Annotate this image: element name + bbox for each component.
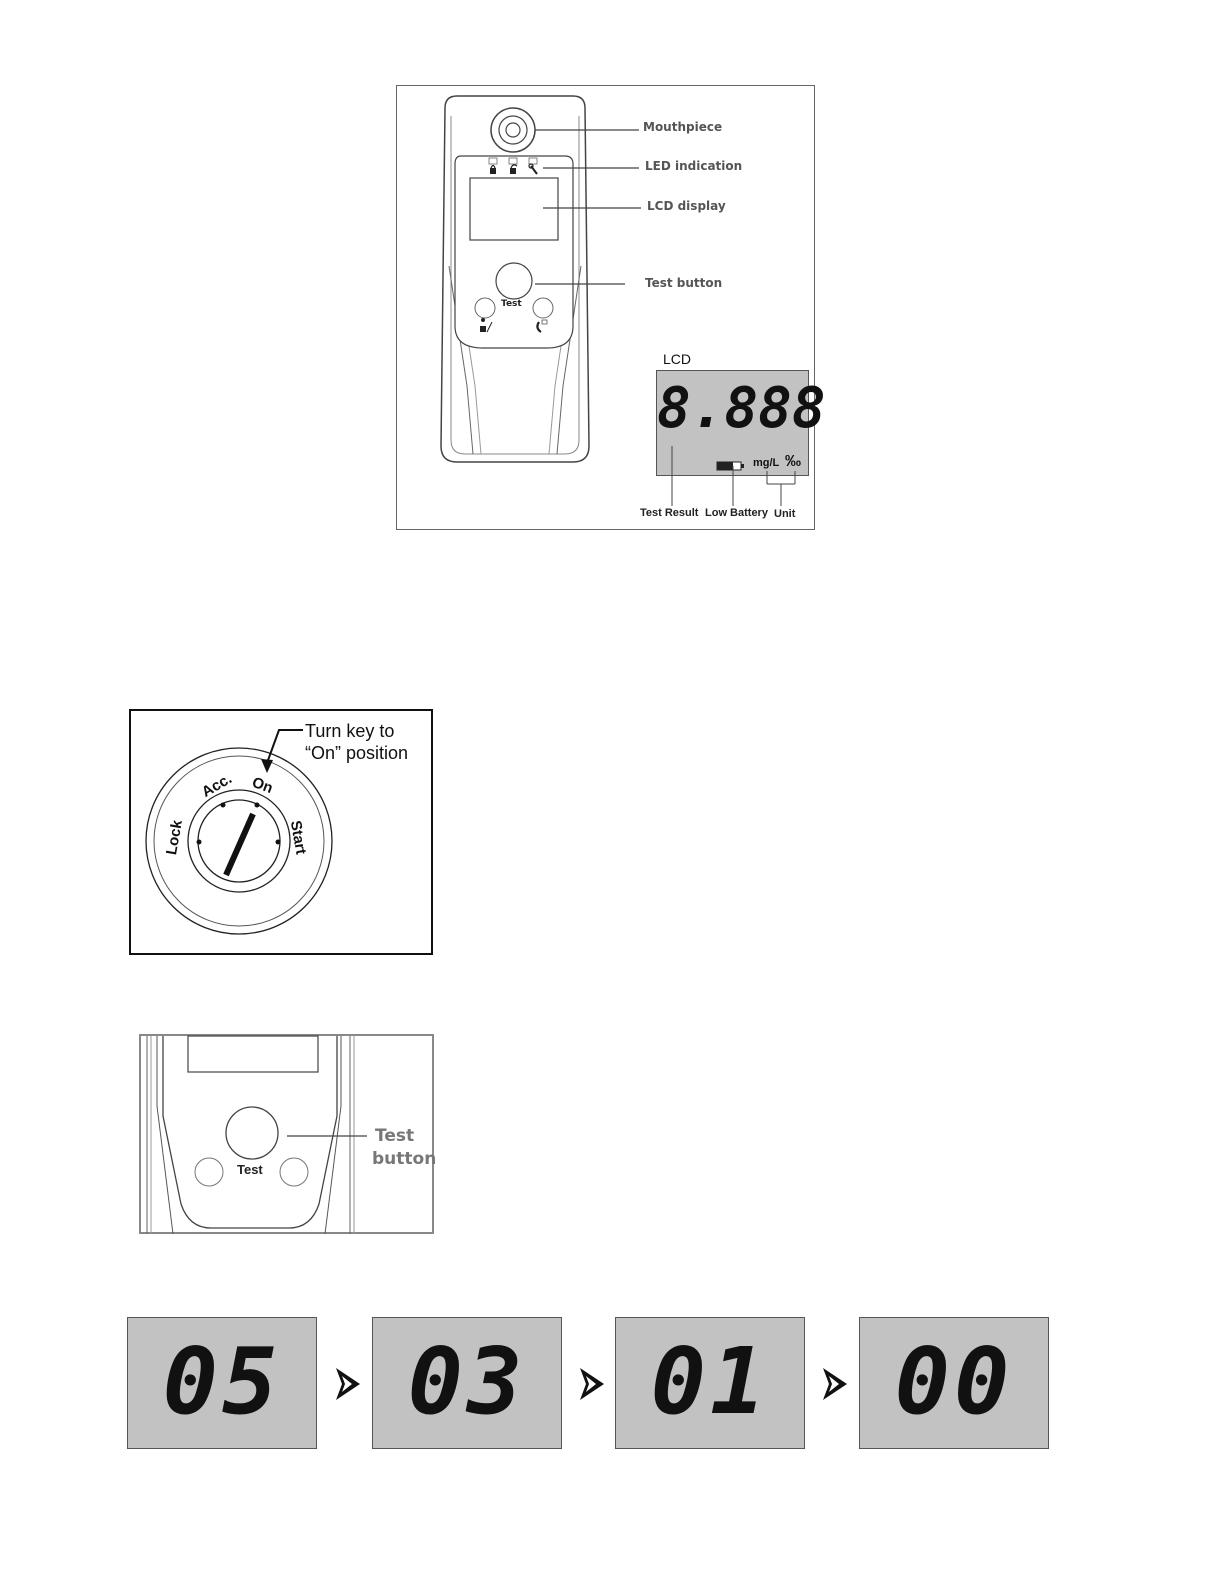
lcd-callout-lines xyxy=(397,86,826,531)
lcd-display-label: LCD display xyxy=(647,199,726,213)
acc-dot xyxy=(221,803,226,808)
unit-callout: Unit xyxy=(774,508,796,520)
led-indication-label: LED indication xyxy=(645,159,743,173)
unit-permille: ‰ xyxy=(785,453,801,470)
lcd-detail-title: LCD xyxy=(663,351,692,367)
position-start: Start xyxy=(286,819,310,856)
left-small-button-icon xyxy=(195,1158,223,1186)
key-instruction-line1: Turn key to xyxy=(305,721,395,741)
countdown-digits-2: 03 xyxy=(407,1328,527,1435)
countdown-sequence xyxy=(0,1316,1224,1450)
countdown-panel-4 xyxy=(859,1317,1049,1449)
mouthpiece-label: Mouthpiece xyxy=(643,120,723,134)
position-acc: Acc. xyxy=(198,770,235,801)
countdown-arrow-1-icon xyxy=(334,1366,362,1402)
test-button-text: Test xyxy=(501,299,522,309)
countdown-panel-1 xyxy=(127,1317,317,1449)
start-dot xyxy=(276,840,281,845)
on-dot xyxy=(255,803,260,808)
key-instruction-line2: “On” position xyxy=(305,743,409,763)
test-button-label-line2: button xyxy=(372,1149,437,1169)
device-figure xyxy=(396,85,826,530)
lock-dot xyxy=(197,840,202,845)
test-button-figure xyxy=(139,1034,437,1234)
position-lock: Lock xyxy=(163,818,186,857)
lcd-detail-digits: 8.888 xyxy=(657,376,826,441)
test-button-label-line1: Test xyxy=(375,1126,415,1146)
right-small-button-icon xyxy=(280,1158,308,1186)
countdown-arrow-2-icon xyxy=(578,1366,606,1402)
low-battery-callout: Low Battery xyxy=(705,507,768,519)
countdown-digits-4: 00 xyxy=(894,1328,1014,1435)
test-button-face-text: Test xyxy=(237,1162,263,1177)
countdown-arrow-3-icon xyxy=(821,1366,849,1402)
countdown-digits-1: 05 xyxy=(162,1328,282,1435)
test-result-callout: Test Result xyxy=(640,507,699,519)
position-on: On xyxy=(249,773,276,798)
main-test-button-icon xyxy=(226,1107,278,1159)
countdown-digits-3: 01 xyxy=(650,1328,770,1435)
unit-mgl: mg/L xyxy=(753,457,780,469)
countdown-panel-2 xyxy=(372,1317,562,1449)
test-button-label: Test button xyxy=(645,276,723,290)
ignition-figure xyxy=(129,709,433,955)
countdown-panel-3 xyxy=(615,1317,805,1449)
